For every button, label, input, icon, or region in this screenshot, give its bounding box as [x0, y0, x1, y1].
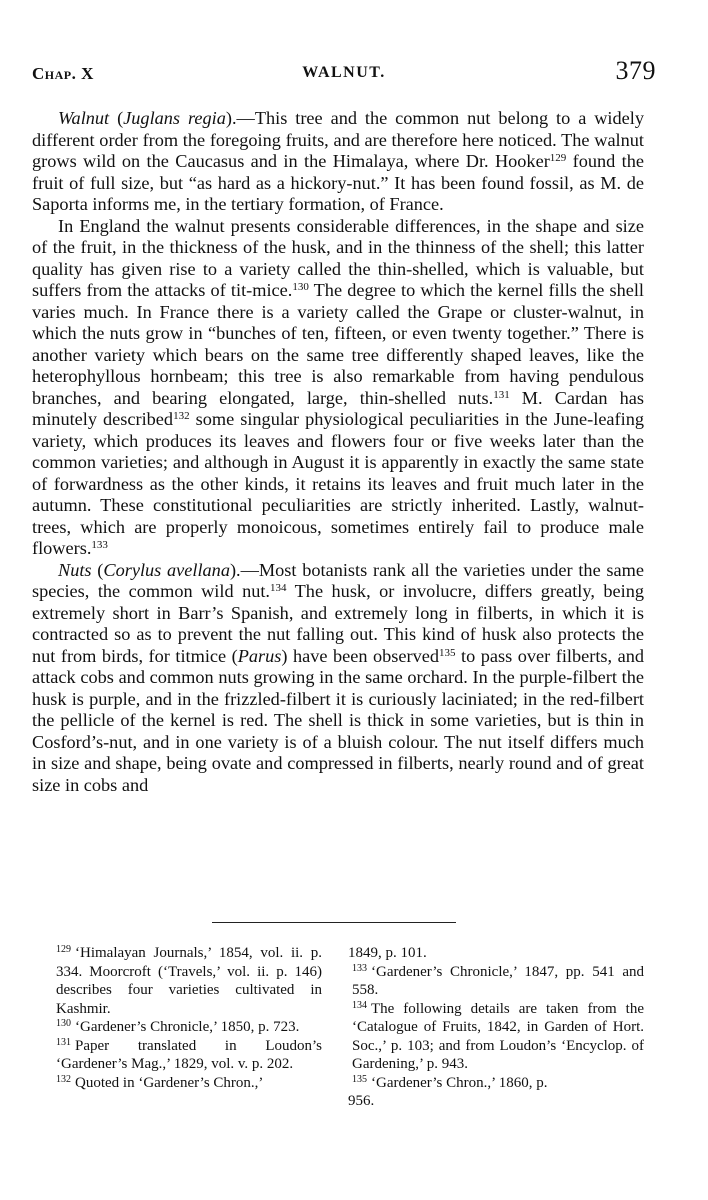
- text-run: to pass over filberts, and attack cobs and common nuts growing in the same orchard. In the purple-filbert the husk is purple, and in the frizzled-filbert it is curiously laciniated; in the red-filbert the pellicle of the kernel is red. The shell is thick in some varieties, but is thin in Cosford’s-nut, and in one variety is of a bluish colour. The nut itself differs much in size and shape, being ovate and compressed in filberts, nearly round and of great size in cobs and: [32, 645, 644, 795]
- footnote-divider: [212, 922, 456, 923]
- footnote-text: The following details are taken from the ‘Catalogue of Fruits, 1842, in Garden of Hort. Soc.,’ p. 103; and from Loudon’s ‘Encyclop. of Gardening,’ p. 943.: [352, 1000, 644, 1072]
- walnut-latin-name: Juglans regia: [123, 108, 226, 128]
- footnote-text: Quoted in ‘Gardener’s Chron.,’: [75, 1074, 264, 1091]
- footnote-text: ‘Himalayan Journals,’ 1854, vol. ii. p. 334. Moorcroft (‘Travels,’ vol. ii. p. 146) describes four varieties cultivated in Kashmir.: [56, 945, 322, 1017]
- footnote-132-continued: 1849, p. 101.: [348, 945, 427, 961]
- footnote-number: 131: [56, 1036, 71, 1048]
- nuts-latin-name: Corylus avellana: [103, 559, 230, 580]
- footnotes-right-column: [348, 944, 644, 1111]
- footnote-135-continued: 956.: [348, 1093, 375, 1109]
- footnote-ref-134[interactable]: 134: [270, 582, 287, 594]
- running-title: WALNUT.: [302, 64, 386, 81]
- footnote-131: [56, 1037, 322, 1074]
- paragraph-walnut: Walnut (Juglans regia).—This tree and the common nut belong to a widely different order from the foregoing fruits, and are therefore here noticed. The walnut grows wild on the Caucasus and in the Himalaya, where Dr. Hooker$^{129}$ found the fruit of full size, but “as hard as a hickory-nut.” It has been found fossil, as M. de Saporta informs me, in the tertiary formation, of France.: [32, 108, 644, 214]
- footnote-ref-133[interactable]: 133: [91, 539, 108, 551]
- footnote-ref-131[interactable]: 131: [493, 388, 510, 401]
- main-text: [32, 108, 644, 796]
- walnut-heading: Walnut: [58, 108, 110, 128]
- footnote-text: Paper translated in Loudon’s ‘Gardener’s Mag.,’ 1829, vol. v. p. 202.: [56, 1037, 322, 1072]
- running-header: [32, 56, 656, 96]
- text-run: The degree to which the kernel fills the shell varies much. In France there is a variety called the Grape or cluster-walnut, in which the nuts grow in “bunches of ten, fifteen, or even twenty together.” There is another variety which bears on the same tree differently shaped leaves, like the heterophyllous hornbeam; this tree is also remarkable from having pendulous branches, and bearing elongated, large, thin-shelled nuts.: [32, 280, 644, 408]
- paragraph-nuts: Nuts (Corylus avellana).—Most botanists rank all the varieties under the same species, the common wild nut.$^{134}$ The husk, or involucre, differs greatly, being extremely short in Barr’s Spanish, and extremely long in filberts, in which it is contracted so as to prevent the nut falling out. This kind of husk also protects the nut from birds, for titmice (Parus) have been observed$^{135}$ to pass over filberts, and attack cobs and common nuts growing in the same orchard. In the purple-filbert the husk is purple, and in the frizzled-filbert it is curiously laciniated; in the red-filbert the pellicle of the kernel is red. The shell is thick in some varieties, but is thin in Cosford’s-nut, and in one variety is of a bluish colour. The nut itself differs much in size and shape, being ovate and compressed in filberts, nearly round and of great size in cobs and: [32, 559, 644, 795]
- footnote-130: [56, 1018, 322, 1037]
- page-number: 379: [615, 56, 656, 85]
- text-run: M. Cardan has minutely described: [32, 387, 645, 429]
- footnote-text: ‘Gardener’s Chronicle,’ 1847, pp. 541 and 558.: [352, 963, 644, 998]
- text-run: some singular physiological peculiarities in the June-leafing variety, which produces its leaves and flowers four or five weeks later than the common varieties; and although in August it is apparently in exactly the same state of forwardness as the other kinds, it retains its leaves and fruit much later in the autumn. These constitutional peculiarities are strictly inherited. Lastly, walnut-trees, which are properly monoicous, sometimes entirely fail to produce male flowers.: [32, 409, 644, 558]
- footnote-number: 129: [56, 944, 71, 955]
- footnote-ref-135[interactable]: 135: [439, 646, 456, 659]
- footnote-text: ‘Gardener’s Chron.,’ 1860, p.: [371, 1074, 548, 1091]
- footnote-text: ‘Gardener’s Chronicle,’ 1850, p. 723.: [75, 1019, 300, 1035]
- nuts-heading: Nuts: [58, 559, 92, 580]
- text-run: ) have been observed: [281, 645, 440, 666]
- footnote-135: [352, 1074, 644, 1093]
- footnote-134: [352, 1000, 644, 1074]
- paragraph-walnut-england: [32, 216, 644, 560]
- text-run: ).—This tree and the common nut belong to a widely different order from the foregoing fruits, and are therefore here noticed. The walnut grows wild on the Caucasus and in the Himalaya, where Dr. Hooker: [32, 108, 644, 171]
- footnote-number: 135: [352, 1073, 367, 1085]
- footnote-number: 132: [56, 1073, 71, 1085]
- footnote-number: 133: [352, 962, 367, 974]
- footnote-number: 134: [352, 999, 367, 1011]
- footnote-ref-129[interactable]: 129: [549, 152, 567, 164]
- parus-name: Parus: [237, 645, 282, 666]
- text-run: found the fruit of full size, but “as hard as a hickory-nut.” It has been found fossil, as M. de Saporta informs me, in the tertiary formation, of France.: [32, 151, 644, 214]
- text-run: The husk, or involucre, differs greatly, being extremely short in Barr’s Spanish, and extremely long in filberts, in which it is contracted so as to prevent the nut falling out. This kind of husk also protects the nut from birds, for titmice (: [32, 581, 644, 666]
- footnote-129: [56, 944, 322, 1018]
- footnote-132: [56, 1074, 322, 1093]
- chapter-label: Chap. X: [32, 64, 94, 83]
- text-run: ).—Most botanists rank all the varieties under the same species, the common wild nut.: [32, 559, 644, 601]
- footnote-ref-130[interactable]: 130: [292, 281, 309, 293]
- footnotes-left-column: [56, 944, 322, 1092]
- text-run: In England the walnut presents considerable differences, in the shape and size of the fruit, in the thickness of the husk, and in the thinness of the shell; this latter quality has given rise to a variety called the thin-shelled, which is valuable, but suffers from the attacks of tit-mice.: [32, 215, 644, 300]
- footnote-133: [352, 963, 644, 1000]
- footnote-number: 130: [56, 1018, 71, 1029]
- footnote-ref-132[interactable]: 132: [173, 410, 190, 422]
